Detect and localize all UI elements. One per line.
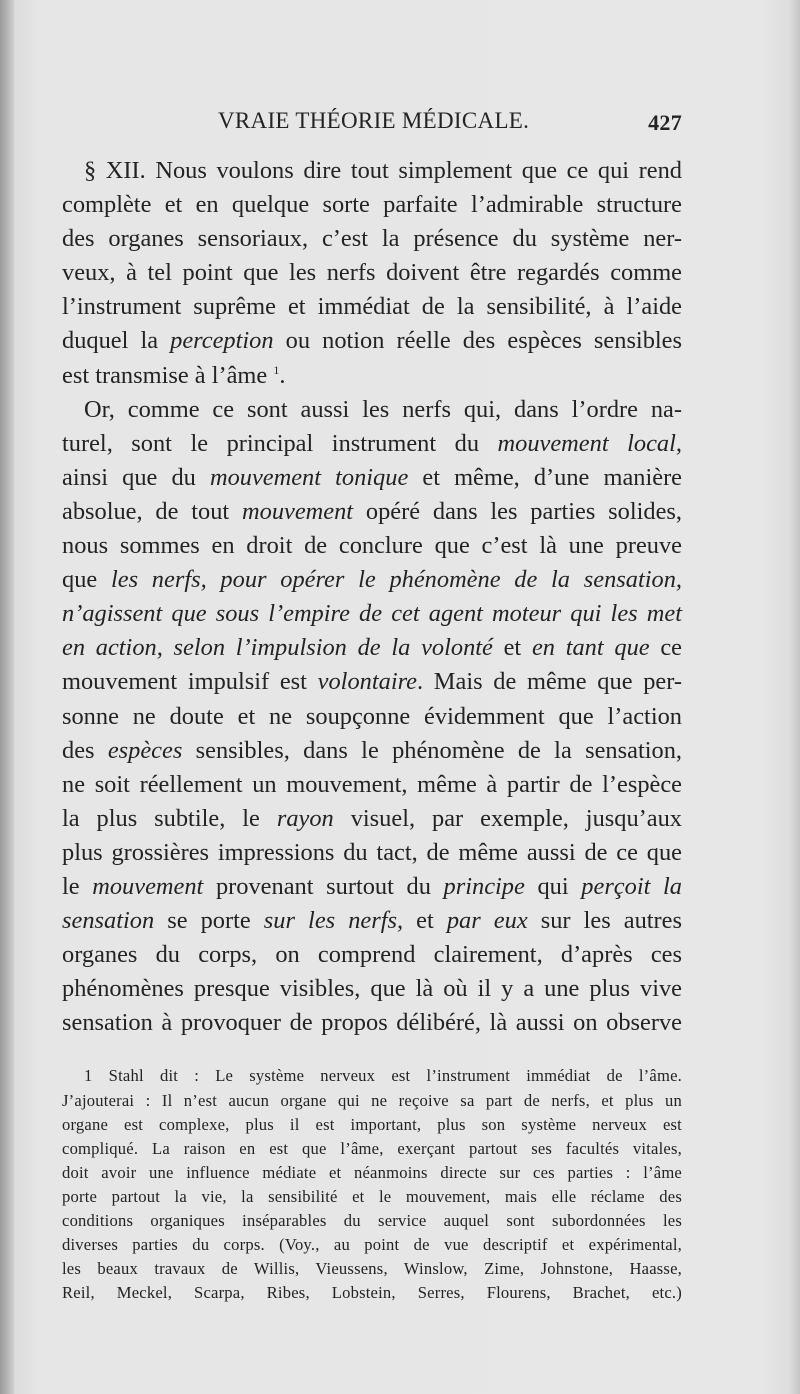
text-segment: sur les autres [527,907,683,935]
text-segment: se porte [154,907,264,935]
italic-text: mouvement tonique [209,463,409,491]
italic-text: sur les nerfs, [263,907,404,935]
text-line [62,768,682,802]
text-segment: opéré dans les parties solides, [353,497,682,525]
footnote-line: organe est complexe, plus il est important, plus son système nerveux est [62,1114,682,1134]
footnote [62,1064,682,1305]
text-segment: qui [524,872,582,900]
text-segment: turel, sont le principal instrument du [62,429,498,457]
text-line [62,1006,682,1040]
italic-text: par eux [446,907,528,935]
text-segment: visuel, par exemple, jusqu’aux [333,804,682,832]
footnote-line: 1 Stahl dit : Le système nerveux est l’instrument immédiat de l’âme. [84,1066,682,1086]
italic-text: mouvement [92,872,204,900]
text-line [62,290,682,324]
text-line [62,597,682,631]
text-segment: est transmise à l’âme [62,361,274,389]
italic-text: espèces [107,736,183,764]
footnote-marker[interactable]: 1 [273,362,280,377]
text-line [62,836,682,870]
text-segment: ne soit réellement un mouvement, même à partir de l’espèce [62,770,682,798]
text-line [62,972,682,1006]
text-segment: absolue, de tout [62,497,243,525]
footnote-line: porte partout la vie, la sensibilité et le mouvement, mais elle réclame des [62,1186,682,1206]
text-line [62,938,682,972]
footnote-line: conditions organiques inséparables du service auquel sont subordonnées les [62,1211,682,1230]
text-line [62,631,682,665]
text-line [62,461,682,495]
text-line [62,495,682,529]
text-line [62,188,682,222]
footnote-line: Reil, Meckel, Scarpa, Ribes, Lobstein, Serres, Flourens, Brachet, etc.) [62,1283,682,1303]
italic-text: principe [443,872,525,900]
text-segment: et [492,634,532,662]
paragraph [62,393,682,1041]
text-segment: duquel la [62,327,171,355]
text-segment: l’instrument suprême et immédiat de la sensibilité, à l’aide [62,293,682,321]
footnote-line: diverses parties du corps. (Voy., au point de vue descriptif et expérimental, [62,1235,682,1255]
text-segment: sensibles, dans le phénomène de la sensation, [182,736,682,764]
text-segment: et même, d’une manière [408,463,683,491]
text-segment: que [62,566,111,594]
text-segment: complète et en quelque sorte parfaite l’admirable structure [62,191,682,219]
text-segment: sensation à provoquer de propos délibéré, là aussi on observe [62,1009,682,1037]
footnote-line: les beaux travaux de Willis, Vieussens, Winslow, Zime, Johnstone, Haasse, [62,1259,682,1279]
text-line [62,222,682,256]
running-title: VRAIE THÉORIE MÉDICALE. [218,108,530,133]
text-line [62,256,682,290]
text-line [62,700,682,734]
italic-text: les nerfs, pour opérer le phénomène de la sensation, [110,566,682,594]
footnote-line: J’ajouterai : Il n’est aucun organe qui ne reçoive sa part de nerfs, et plus un [62,1090,682,1110]
page-edge-shadow [790,0,800,1394]
text-segment: mouvement impulsif est [62,668,318,696]
text-line [62,359,682,393]
text-line [62,154,682,188]
italic-text: perçoit la [581,872,682,900]
main-text [62,154,682,1040]
italic-text: rayon [276,804,334,832]
italic-text: mouvement local, [497,429,682,457]
text-segment: veux, à tel point que les nerfs doivent être regardés comme [62,259,682,287]
text-segment: le [62,872,93,900]
text-segment: et [403,907,447,935]
italic-text: en action, selon l’impulsion de la volonté [62,634,493,662]
paragraph [62,154,682,393]
text-segment: des organes sensoriaux, c’est la présence du système ner- [62,225,682,253]
text-segment: provenant surtout du [203,872,444,900]
text-line [62,393,682,427]
text-segment: sonne ne doute et ne soupçonne évidemment que l’action [62,702,682,730]
text-line [62,802,682,836]
book-page [62,102,682,1305]
italic-text: sensation [62,907,155,935]
text-segment: . [279,361,286,389]
italic-text: n’agissent que sous l’empire de cet agent moteur qui les met [62,600,682,628]
text-line [62,904,682,938]
text-line [62,427,682,461]
text-segment: des [62,736,108,764]
page-binding-shadow [0,0,14,1394]
italic-text: mouvement [242,497,354,525]
text-segment: phénomènes presque visibles, que là où il y a une plus vive [62,975,682,1003]
text-segment: . Mais de même que per- [417,668,682,696]
footnote-line: compliqué. La raison en est que l’âme, exerçant partout ses facultés vitales, [62,1138,682,1158]
text-line [62,324,682,358]
text-segment: Or, comme ce sont aussi les nerfs qui, dans l’ordre na- [84,395,682,423]
text-segment: organes du corps, on comprend clairement, d’après ces [62,941,682,969]
text-segment: nous sommes en droit de conclure que c’est là une preuve [62,532,682,560]
footnote-line: doit avoir une influence médiate et néanmoins directe sur ces parties : l’âme [62,1162,682,1182]
text-line [62,563,682,597]
italic-text: volontaire [317,668,418,696]
text-line [62,870,682,904]
text-segment: ce [649,634,682,662]
page-number: 427 [648,110,682,135]
text-segment: la plus subtile, le [62,804,277,832]
text-segment: plus grossières impressions du tact, de même aussi de ce que [62,838,682,866]
text-segment: ou notion réelle des espèces sensibles [273,327,682,355]
page-header [62,102,682,142]
text-line [62,665,682,699]
text-segment: § XII. Nous voulons dire tout simplement que ce qui rend [84,157,682,184]
text-line [62,529,682,563]
text-line [62,734,682,768]
italic-text: en tant que [531,634,650,662]
text-segment: ainsi que du [62,463,210,491]
italic-text: perception [170,327,274,355]
